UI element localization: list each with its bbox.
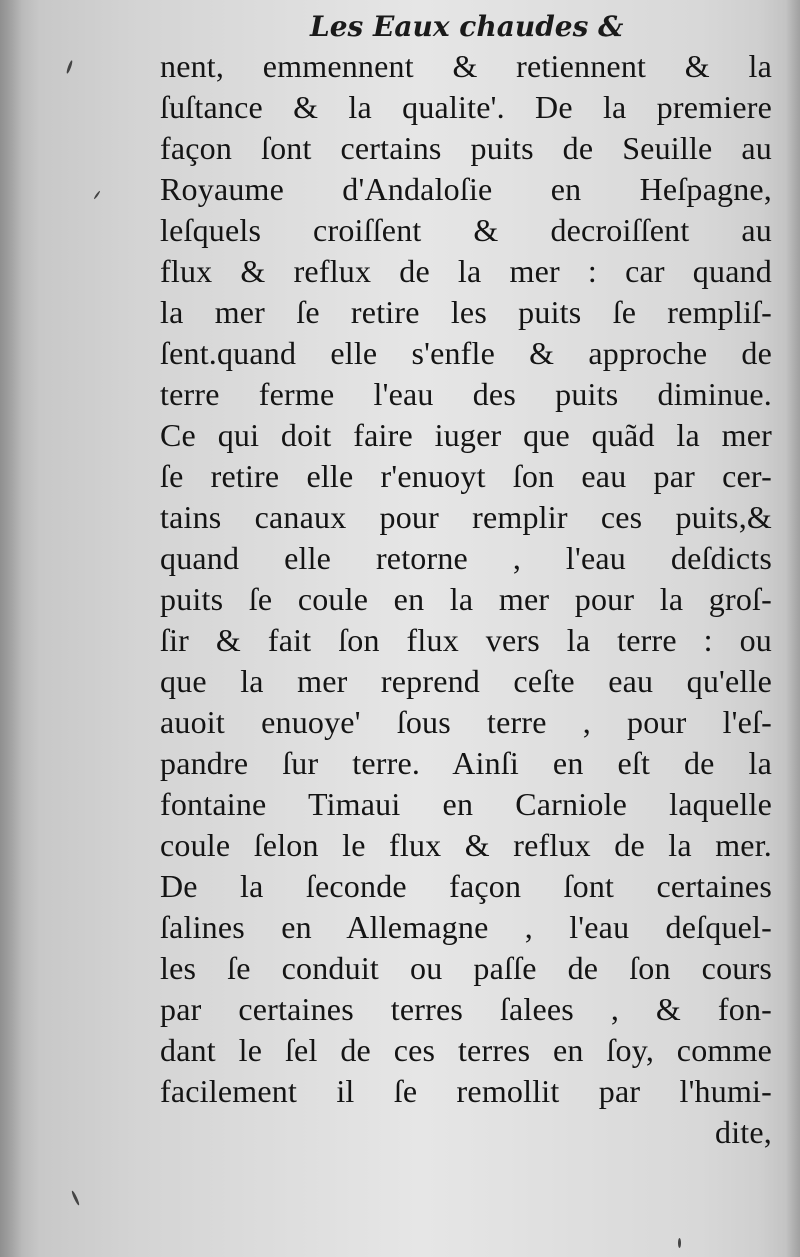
ink-speck <box>71 1190 80 1206</box>
body-text <box>160 46 772 1153</box>
gutter-shadow <box>0 0 22 1257</box>
text-line: leſquels croiſſent & decroiſſent au <box>160 212 772 248</box>
text-line: De la ſeconde façon ſont certaines <box>160 868 772 904</box>
page-edge-shadow <box>786 0 800 1257</box>
text-line: dant le ſel de ces terres en ſoy, comme <box>160 1032 772 1068</box>
ink-speck <box>93 190 100 199</box>
text-line: coule ſelon le flux & reflux de la mer. <box>160 827 772 863</box>
text-line: ſe retire elle r'enuoyt ſon eau par cer- <box>160 458 772 494</box>
text-line: ſuſtance & la qualite'. De la premiere <box>160 89 772 125</box>
text-line: façon ſont certains puits de Seuille au <box>160 130 772 166</box>
text-line: facilement il ſe remollit par l'humi- <box>160 1073 772 1109</box>
text-line: auoit enuoye' ſous terre , pour l'eſ- <box>160 704 772 740</box>
text-line: flux & reflux de la mer : car quand <box>160 253 772 289</box>
ink-speck <box>678 1238 681 1248</box>
text-line: Royaume d'Andaloſie en Heſpagne, <box>160 171 772 207</box>
text-line: les ſe conduit ou paſſe de ſon cours <box>160 950 772 986</box>
running-head: Les Eaux chaudes & <box>310 10 624 43</box>
text-line: pandre ſur terre. Ainſi en eſt de la <box>160 745 772 781</box>
ink-speck <box>66 60 74 74</box>
text-line: ſalines en Allemagne , l'eau deſquel- <box>160 909 772 945</box>
text-line: ſent.quand elle s'enfle & approche de <box>160 335 772 371</box>
text-line: quand elle retorne , l'eau deſdicts <box>160 540 772 576</box>
text-line: Ce qui doit faire iuger que quãd la mer <box>160 417 772 453</box>
text-line: tains canaux pour remplir ces puits,& <box>160 499 772 535</box>
text-line: terre ferme l'eau des puits diminue. <box>160 376 772 412</box>
text-line: que la mer reprend ceſte eau qu'elle <box>160 663 772 699</box>
text-line: la mer ſe retire les puits ſe rempliſ- <box>160 294 772 330</box>
text-line: nent, emmennent & retiennent & la <box>160 48 772 84</box>
text-line: dite, <box>715 1114 772 1150</box>
text-line: puits ſe coule en la mer pour la groſ- <box>160 581 772 617</box>
text-line: ſir & fait ſon flux vers la terre : ou <box>160 622 772 658</box>
text-line: fontaine Timaui en Carniole laquelle <box>160 786 772 822</box>
text-line: par certaines terres ſalees , & fon- <box>160 991 772 1027</box>
